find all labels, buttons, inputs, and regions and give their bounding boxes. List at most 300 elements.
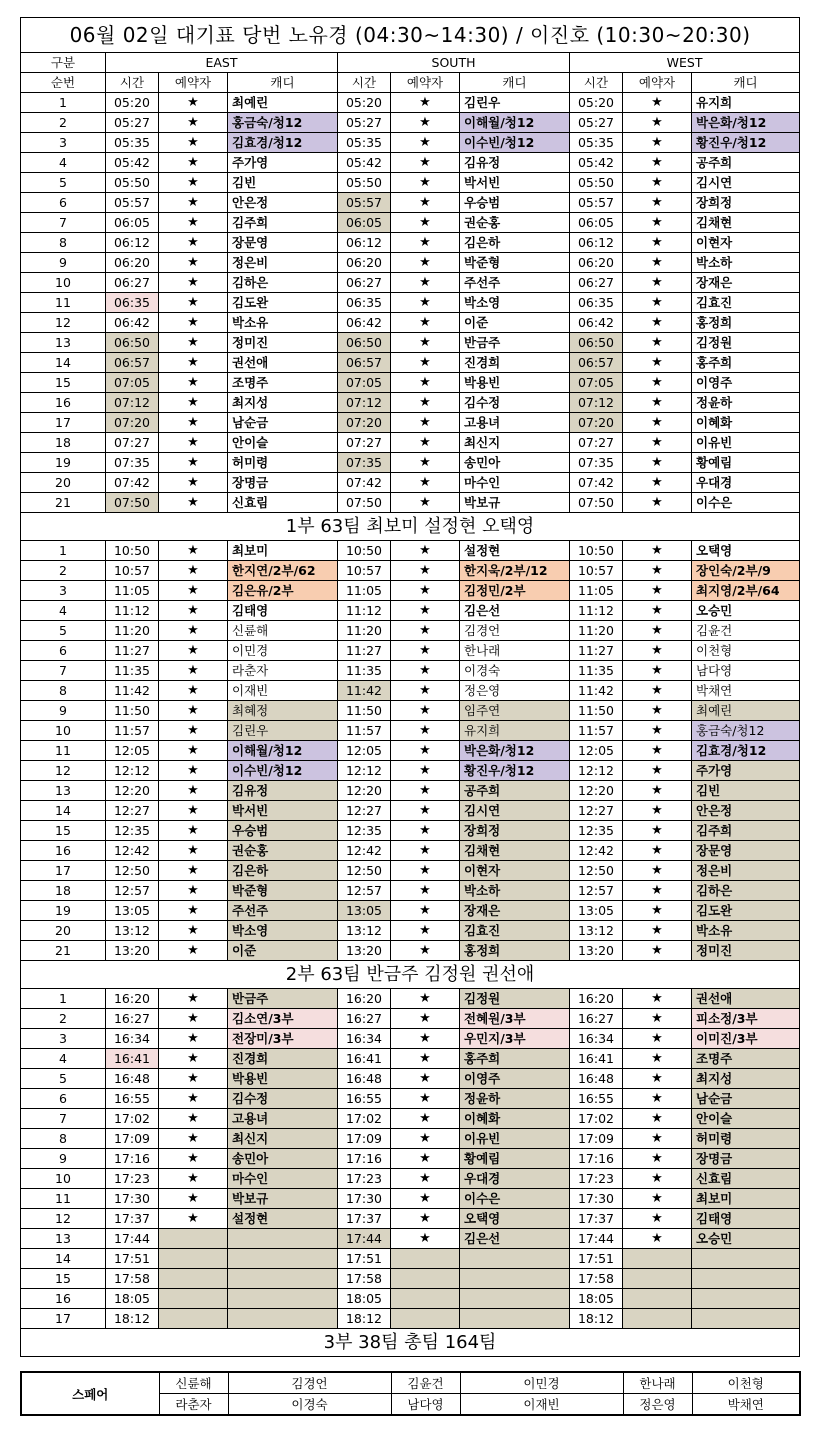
header-reserver-south: 예약자 [391, 73, 460, 93]
tee-time: 18:12 [106, 1309, 159, 1329]
spare-name: 박채연 [692, 1394, 800, 1416]
caddy-name: 장명금 [228, 473, 338, 493]
caddy-name [460, 1309, 570, 1329]
caddy-name: 조명주 [692, 1049, 800, 1069]
reserver-mark: ★ [391, 1189, 460, 1209]
caddy-name: 김효경/청12 [692, 741, 800, 761]
caddy-name: 권선애 [228, 353, 338, 373]
caddy-name: 유지희 [460, 721, 570, 741]
table-row [21, 273, 800, 293]
caddy-name: 홍정희 [460, 941, 570, 961]
reserver-mark: ★ [159, 253, 228, 273]
header-caddy-west: 캐디 [692, 73, 800, 93]
row-number: 12 [21, 313, 106, 333]
row-number: 9 [21, 253, 106, 273]
row-number: 11 [21, 293, 106, 313]
caddy-name: 박소영 [228, 921, 338, 941]
tee-time: 16:34 [106, 1029, 159, 1049]
caddy-name: 김린우 [460, 93, 570, 113]
reserver-mark: ★ [623, 761, 692, 781]
tee-time: 11:50 [106, 701, 159, 721]
tee-time: 11:57 [106, 721, 159, 741]
spare-name: 김경언 [228, 1372, 391, 1394]
tee-time: 16:55 [106, 1089, 159, 1109]
tee-time: 17:58 [106, 1269, 159, 1289]
tee-time: 16:20 [570, 989, 623, 1009]
caddy-name: 이유빈 [692, 433, 800, 453]
caddy-name: 김하은 [692, 881, 800, 901]
reserver-mark: ★ [159, 1089, 228, 1109]
caddy-name: 김은선 [460, 1229, 570, 1249]
caddy-name: 정미진 [228, 333, 338, 353]
tee-time: 07:42 [106, 473, 159, 493]
caddy-name: 라춘자 [228, 661, 338, 681]
row-number: 10 [21, 721, 106, 741]
caddy-name [228, 1229, 338, 1249]
reserver-mark: ★ [623, 1069, 692, 1089]
row-number: 8 [21, 1129, 106, 1149]
caddy-name [460, 1249, 570, 1269]
tee-time: 17:44 [570, 1229, 623, 1249]
row-number: 16 [21, 393, 106, 413]
reserver-mark: ★ [623, 333, 692, 353]
caddy-name: 최보미 [692, 1189, 800, 1209]
table-row [21, 741, 800, 761]
reserver-mark: ★ [159, 273, 228, 293]
tee-time: 05:27 [106, 113, 159, 133]
tee-time: 05:57 [570, 193, 623, 213]
tee-time: 13:05 [106, 901, 159, 921]
tee-time: 16:55 [570, 1089, 623, 1109]
tee-time: 11:35 [338, 661, 391, 681]
tee-time: 16:41 [570, 1049, 623, 1069]
table-row [21, 233, 800, 253]
caddy-name: 홍주희 [460, 1049, 570, 1069]
reserver-mark: ★ [159, 1069, 228, 1089]
tee-time: 11:42 [570, 681, 623, 701]
tee-time: 07:20 [570, 413, 623, 433]
reserver-mark: ★ [623, 1149, 692, 1169]
caddy-name: 조명주 [228, 373, 338, 393]
caddy-name: 김수정 [460, 393, 570, 413]
caddy-name: 권순홍 [460, 213, 570, 233]
caddy-name: 김은선 [460, 601, 570, 621]
row-number: 15 [21, 373, 106, 393]
tee-time: 06:35 [570, 293, 623, 313]
row-number: 6 [21, 1089, 106, 1109]
caddy-name: 박소유 [228, 313, 338, 333]
reserver-mark: ★ [391, 373, 460, 393]
row-number: 21 [21, 941, 106, 961]
reserver-mark: ★ [391, 1209, 460, 1229]
table-row [21, 801, 800, 821]
tee-time: 12:05 [106, 741, 159, 761]
spare-name: 이천형 [692, 1372, 800, 1394]
caddy-name: 장희정 [692, 193, 800, 213]
reserver-mark: ★ [391, 801, 460, 821]
caddy-name: 정은비 [692, 861, 800, 881]
table-row [21, 1069, 800, 1089]
caddy-name: 마수인 [228, 1169, 338, 1189]
section-summary: 1부 63팀 최보미 설정현 오택영 [21, 513, 800, 541]
caddy-name: 박은화/청12 [692, 113, 800, 133]
row-number: 18 [21, 433, 106, 453]
caddy-name: 장희정 [460, 821, 570, 841]
row-number: 9 [21, 1149, 106, 1169]
reserver-mark: ★ [391, 233, 460, 253]
reserver-mark: ★ [623, 581, 692, 601]
tee-time: 07:50 [338, 493, 391, 513]
reserver-mark: ★ [623, 661, 692, 681]
reserver-mark: ★ [391, 581, 460, 601]
reserver-mark: ★ [623, 881, 692, 901]
tee-time: 07:12 [570, 393, 623, 413]
tee-time: 11:05 [338, 581, 391, 601]
tee-time: 07:12 [106, 393, 159, 413]
tee-time: 17:16 [106, 1149, 159, 1169]
reserver-mark: ★ [623, 1029, 692, 1049]
spare-table [20, 1371, 801, 1416]
tee-time: 05:42 [338, 153, 391, 173]
reserver-mark: ★ [391, 293, 460, 313]
section-summary: 2부 63팀 반금주 김정원 권선애 [21, 961, 800, 989]
caddy-name: 장문영 [228, 233, 338, 253]
row-number: 2 [21, 113, 106, 133]
row-number: 5 [21, 173, 106, 193]
caddy-name: 정은비 [228, 253, 338, 273]
tee-time: 05:42 [106, 153, 159, 173]
reserver-mark: ★ [159, 1109, 228, 1129]
caddy-name: 김빈 [692, 781, 800, 801]
caddy-name: 김채현 [460, 841, 570, 861]
schedule-table [20, 17, 800, 1357]
reserver-mark [623, 1289, 692, 1309]
tee-time: 11:35 [106, 661, 159, 681]
row-number: 18 [21, 881, 106, 901]
row-number: 14 [21, 353, 106, 373]
tee-time: 07:50 [106, 493, 159, 513]
reserver-mark: ★ [623, 173, 692, 193]
row-number: 2 [21, 561, 106, 581]
header-category: 구분 [21, 53, 106, 73]
caddy-name: 허미령 [692, 1129, 800, 1149]
header-time-west: 시간 [570, 73, 623, 93]
reserver-mark: ★ [391, 93, 460, 113]
reserver-mark: ★ [391, 821, 460, 841]
reserver-mark: ★ [159, 333, 228, 353]
tee-time: 13:05 [338, 901, 391, 921]
tee-time: 06:12 [570, 233, 623, 253]
caddy-name: 김태영 [228, 601, 338, 621]
tee-time: 06:27 [570, 273, 623, 293]
table-row [21, 473, 800, 493]
tee-time: 11:27 [106, 641, 159, 661]
tee-time: 12:50 [338, 861, 391, 881]
tee-time: 05:35 [338, 133, 391, 153]
header-south: SOUTH [338, 53, 570, 73]
reserver-mark: ★ [159, 741, 228, 761]
caddy-name: 이민경 [228, 641, 338, 661]
reserver-mark: ★ [623, 133, 692, 153]
caddy-name: 권순홍 [228, 841, 338, 861]
caddy-name: 김도완 [692, 901, 800, 921]
tee-time: 13:20 [338, 941, 391, 961]
tee-time: 12:12 [106, 761, 159, 781]
caddy-name: 박소영 [460, 293, 570, 313]
caddy-name: 이영주 [460, 1069, 570, 1089]
caddy-name: 홍주희 [692, 353, 800, 373]
caddy-name: 안이슬 [228, 433, 338, 453]
reserver-mark: ★ [623, 1169, 692, 1189]
reserver-mark: ★ [623, 989, 692, 1009]
caddy-name [692, 1249, 800, 1269]
tee-time: 06:05 [338, 213, 391, 233]
reserver-mark: ★ [391, 1229, 460, 1249]
reserver-mark: ★ [159, 561, 228, 581]
tee-time: 16:34 [338, 1029, 391, 1049]
tee-time: 06:35 [338, 293, 391, 313]
tee-time: 06:20 [338, 253, 391, 273]
tee-time: 06:42 [106, 313, 159, 333]
caddy-name: 김효진 [692, 293, 800, 313]
tee-time: 12:42 [570, 841, 623, 861]
reserver-mark: ★ [391, 413, 460, 433]
tee-time: 11:57 [570, 721, 623, 741]
caddy-name: 오승민 [692, 601, 800, 621]
caddy-name: 송민아 [460, 453, 570, 473]
caddy-name: 정윤하 [460, 1089, 570, 1109]
tee-time: 17:02 [106, 1109, 159, 1129]
row-number: 4 [21, 1049, 106, 1069]
row-number: 13 [21, 1229, 106, 1249]
caddy-name: 박소하 [692, 253, 800, 273]
row-number: 2 [21, 1009, 106, 1029]
table-row [21, 153, 800, 173]
tee-time: 12:57 [338, 881, 391, 901]
caddy-name: 최신지 [228, 1129, 338, 1149]
reserver-mark: ★ [623, 353, 692, 373]
tee-time: 12:05 [570, 741, 623, 761]
reserver-mark: ★ [159, 821, 228, 841]
tee-time: 07:05 [338, 373, 391, 393]
row-number: 13 [21, 333, 106, 353]
reserver-mark [159, 1269, 228, 1289]
caddy-name: 최보미 [228, 541, 338, 561]
caddy-name: 이현자 [692, 233, 800, 253]
caddy-name: 장명금 [692, 1149, 800, 1169]
reserver-mark [391, 1269, 460, 1289]
row-number: 1 [21, 541, 106, 561]
tee-time: 12:20 [106, 781, 159, 801]
reserver-mark: ★ [623, 253, 692, 273]
caddy-name: 한지연/2부/62 [228, 561, 338, 581]
caddy-name: 김빈 [228, 173, 338, 193]
caddy-name: 한지욱/2부/12 [460, 561, 570, 581]
caddy-name: 이경숙 [460, 661, 570, 681]
caddy-name: 최지영/2부/64 [692, 581, 800, 601]
caddy-name: 안은정 [228, 193, 338, 213]
caddy-name: 김유정 [228, 781, 338, 801]
table-row [21, 373, 800, 393]
tee-time: 18:05 [570, 1289, 623, 1309]
table-row [21, 541, 800, 561]
reserver-mark: ★ [623, 1049, 692, 1069]
spare-name: 이민경 [460, 1372, 623, 1394]
reserver-mark: ★ [623, 841, 692, 861]
reserver-mark: ★ [623, 861, 692, 881]
tee-time: 06:27 [106, 273, 159, 293]
caddy-name: 설정현 [460, 541, 570, 561]
table-row [21, 453, 800, 473]
caddy-name: 박용빈 [460, 373, 570, 393]
caddy-name: 이혜화 [692, 413, 800, 433]
caddy-name: 김정원 [460, 989, 570, 1009]
tee-time: 10:50 [338, 541, 391, 561]
caddy-name: 송민아 [228, 1149, 338, 1169]
tee-time: 17:44 [106, 1229, 159, 1249]
reserver-mark: ★ [623, 701, 692, 721]
reserver-mark: ★ [391, 941, 460, 961]
table-row [21, 921, 800, 941]
caddy-name [460, 1269, 570, 1289]
caddy-name: 김린우 [228, 721, 338, 741]
caddy-name: 우대경 [692, 473, 800, 493]
caddy-name: 남순금 [228, 413, 338, 433]
caddy-name: 이수빈/청12 [228, 761, 338, 781]
row-number: 7 [21, 1109, 106, 1129]
reserver-mark: ★ [159, 681, 228, 701]
reserver-mark: ★ [391, 1009, 460, 1029]
reserver-mark: ★ [391, 193, 460, 213]
tee-time: 06:42 [570, 313, 623, 333]
caddy-name: 유지희 [692, 93, 800, 113]
tee-time: 17:23 [338, 1169, 391, 1189]
caddy-name: 김하은 [228, 273, 338, 293]
reserver-mark: ★ [159, 233, 228, 253]
caddy-name: 김은하 [460, 233, 570, 253]
caddy-name: 반금주 [228, 989, 338, 1009]
caddy-name: 주가영 [692, 761, 800, 781]
reserver-mark: ★ [159, 901, 228, 921]
reserver-mark: ★ [623, 561, 692, 581]
caddy-name: 마수인 [460, 473, 570, 493]
tee-time: 16:48 [106, 1069, 159, 1089]
table-row [21, 1149, 800, 1169]
table-row [21, 253, 800, 273]
caddy-name: 이현자 [460, 861, 570, 881]
table-row [21, 881, 800, 901]
tee-time: 16:48 [338, 1069, 391, 1089]
table-row [21, 113, 800, 133]
tee-time: 05:57 [106, 193, 159, 213]
tee-time: 12:42 [106, 841, 159, 861]
row-number: 6 [21, 193, 106, 213]
spare-name: 김윤건 [391, 1372, 460, 1394]
reserver-mark: ★ [623, 453, 692, 473]
tee-time: 10:57 [570, 561, 623, 581]
caddy-name [692, 1269, 800, 1289]
tee-time: 12:12 [338, 761, 391, 781]
reserver-mark: ★ [391, 761, 460, 781]
table-row [21, 861, 800, 881]
tee-time: 17:30 [570, 1189, 623, 1209]
caddy-name: 장문영 [692, 841, 800, 861]
reserver-mark: ★ [623, 941, 692, 961]
caddy-name: 홍정희 [692, 313, 800, 333]
tee-time: 07:27 [570, 433, 623, 453]
caddy-name: 김유정 [460, 153, 570, 173]
tee-time: 13:12 [338, 921, 391, 941]
tee-time: 05:20 [570, 93, 623, 113]
tee-time: 07:27 [338, 433, 391, 453]
caddy-name: 우대경 [460, 1169, 570, 1189]
caddy-name: 정은영 [460, 681, 570, 701]
table-row [21, 413, 800, 433]
tee-time: 05:50 [106, 173, 159, 193]
reserver-mark: ★ [391, 881, 460, 901]
tee-time: 16:20 [338, 989, 391, 1009]
caddy-name: 황예림 [692, 453, 800, 473]
caddy-name: 최지성 [692, 1069, 800, 1089]
reserver-mark: ★ [391, 1149, 460, 1169]
caddy-name: 김채현 [692, 213, 800, 233]
spare-label: 스페어 [21, 1372, 159, 1415]
tee-time: 16:55 [338, 1089, 391, 1109]
tee-time: 12:20 [570, 781, 623, 801]
reserver-mark [391, 1289, 460, 1309]
tee-time: 05:27 [338, 113, 391, 133]
row-number: 12 [21, 1209, 106, 1229]
caddy-name: 박준형 [460, 253, 570, 273]
row-number: 10 [21, 273, 106, 293]
row-number: 1 [21, 93, 106, 113]
reserver-mark: ★ [623, 541, 692, 561]
reserver-mark: ★ [159, 133, 228, 153]
tee-time: 10:57 [106, 561, 159, 581]
reserver-mark: ★ [623, 601, 692, 621]
caddy-name: 진경희 [228, 1049, 338, 1069]
tee-time: 17:58 [338, 1269, 391, 1289]
row-number: 6 [21, 641, 106, 661]
tee-time: 12:20 [338, 781, 391, 801]
reserver-mark: ★ [391, 453, 460, 473]
reserver-mark: ★ [159, 781, 228, 801]
reserver-mark: ★ [159, 113, 228, 133]
table-row [21, 313, 800, 333]
caddy-name: 반금주 [460, 333, 570, 353]
tee-time: 16:34 [570, 1029, 623, 1049]
table-row [21, 1089, 800, 1109]
reserver-mark: ★ [623, 273, 692, 293]
caddy-name: 신효림 [228, 493, 338, 513]
reserver-mark: ★ [391, 621, 460, 641]
tee-time: 06:57 [106, 353, 159, 373]
reserver-mark: ★ [623, 641, 692, 661]
tee-time: 07:42 [338, 473, 391, 493]
table-row [21, 989, 800, 1009]
row-number: 7 [21, 213, 106, 233]
table-row [21, 941, 800, 961]
tee-time: 11:20 [570, 621, 623, 641]
spare-name: 정은영 [623, 1394, 692, 1416]
caddy-name: 박용빈 [228, 1069, 338, 1089]
table-row [21, 561, 800, 581]
caddy-name: 김주희 [692, 821, 800, 841]
tee-time: 17:02 [570, 1109, 623, 1129]
reserver-mark: ★ [391, 989, 460, 1009]
reserver-mark: ★ [391, 721, 460, 741]
caddy-name [692, 1309, 800, 1329]
